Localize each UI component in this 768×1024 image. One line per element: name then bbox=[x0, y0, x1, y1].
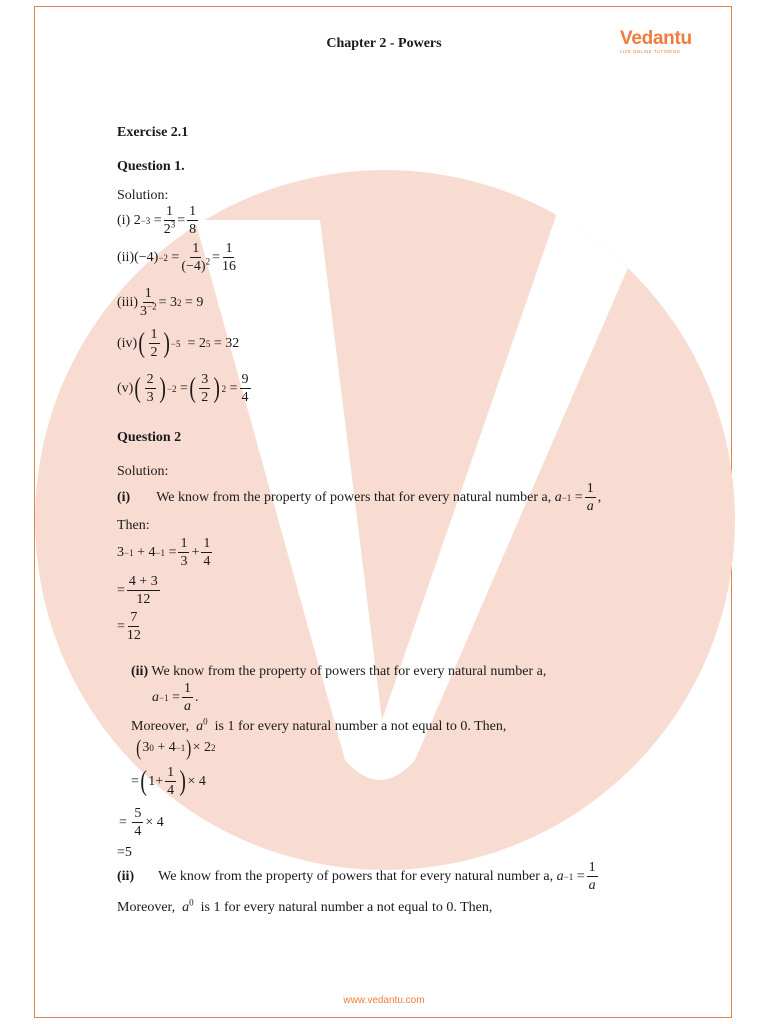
q2-ii-label: (ii) bbox=[131, 664, 149, 679]
q1-v-label: (v) bbox=[117, 381, 134, 396]
q1-part-iii: (iii) $\frac{1}{3^{-2}}$ = 3 2 = 9 bbox=[117, 286, 204, 319]
question-2-heading: Question 2 bbox=[117, 430, 182, 445]
q2-part-ii-repeat: (ii) We know from the property of powers that for every natural number a, a −1 = $\frac{1}{a}$ bbox=[117, 860, 596, 893]
question-1-heading: Question 1. bbox=[117, 159, 185, 174]
moreover-word-2: Moreover, bbox=[117, 900, 176, 915]
q2-i-label: (i) bbox=[117, 490, 131, 505]
logo-tagline: LIVE ONLINE TUTORING bbox=[620, 49, 681, 54]
q2-ii-repeat-moreover: Moreover, $a^0$ is 1 for every natural number a not equal to 0. Then, bbox=[117, 897, 493, 915]
q1-ii-label: (ii) bbox=[117, 250, 135, 265]
q1-part-iv: (iv) ( $\frac{1}{2}$ ) −5 = 2 5 = 32 bbox=[117, 327, 240, 360]
moreover-word: Moreover, bbox=[131, 719, 190, 734]
q2-ii-step-3: = $\frac{5}{4}$ × 4 bbox=[119, 806, 164, 839]
q2-ii-result: =5 bbox=[117, 845, 132, 860]
logo-wordmark: Vedantu bbox=[620, 28, 692, 49]
q1-i-label: (i) bbox=[117, 213, 131, 228]
q1-solution-label: Solution: bbox=[117, 188, 169, 203]
q2-i-step-3: = $\frac{7}{12}$ bbox=[117, 610, 141, 643]
q1-iii-label: (iii) bbox=[117, 295, 138, 310]
q2-ii-moreover: Moreover, $a^0$ is 1 for every natural number a not equal to 0. Then, bbox=[131, 716, 507, 734]
q1-part-v: (v) ( $\frac{2}{3}$ ) −2 = ( $\frac{3}{2}$ ) 2 = $\frac{9}{4}$ bbox=[117, 372, 249, 405]
q2-ii-step-1: ( 3 0 + 4 −1 ) × 2 2 bbox=[136, 735, 216, 760]
q2-part-ii-statement bbox=[131, 664, 546, 680]
moreover-text-2: is 1 for every natural number a not equal to 0. Then, bbox=[200, 900, 493, 915]
q2-part-i-statement: (i) We know from the property of powers that for every natural number a, a −1 = $\frac{1}{a}$ , bbox=[117, 481, 602, 514]
q2-ii-definition: a −1 = $\frac{1}{a}$ . bbox=[152, 681, 199, 714]
q1-iv-label: (iv) bbox=[117, 336, 138, 351]
q2-i-step-1: 3 −1 + 4 −1 = $\frac{1}{3}$ + $\frac{1}{4}$ bbox=[117, 536, 211, 569]
q2-i-step-2: = $\frac{4 + 3}{12}$ bbox=[117, 574, 158, 607]
footer-url[interactable]: www.vedantu.com bbox=[343, 995, 425, 1006]
moreover-text: is 1 for every natural number a not equal to 0. Then, bbox=[214, 719, 507, 734]
q2-ii-property-text: We know from the property of powers that for every natural number a, bbox=[151, 664, 547, 679]
exercise-heading: Exercise 2.1 bbox=[117, 125, 189, 140]
q1-part-i: (i) 2 −3 = $\frac{1}{2^3}$ = $\frac{1}{8}$ bbox=[117, 204, 197, 237]
q1-part-ii: (ii) (−4) −2 = $\frac{1}{(-4)^2}$ = $\frac{1}{16}$ bbox=[117, 241, 236, 274]
q2-ii-step-2: = ( 1+ $\frac{1}{4}$ ) × 4 bbox=[131, 765, 206, 798]
q2-solution-label: Solution: bbox=[117, 464, 169, 479]
vedantu-logo bbox=[620, 28, 700, 54]
q2-ii-repeat-property-text: We know from the property of powers that for every natural number a, bbox=[158, 869, 554, 884]
q2-then-label: Then: bbox=[117, 518, 150, 533]
page-title: Chapter 2 - Powers bbox=[326, 36, 442, 51]
q2-i-property-text: We know from the property of powers that for every natural number a, bbox=[156, 490, 552, 505]
q2-ii-repeat-label: (ii) bbox=[117, 869, 135, 884]
